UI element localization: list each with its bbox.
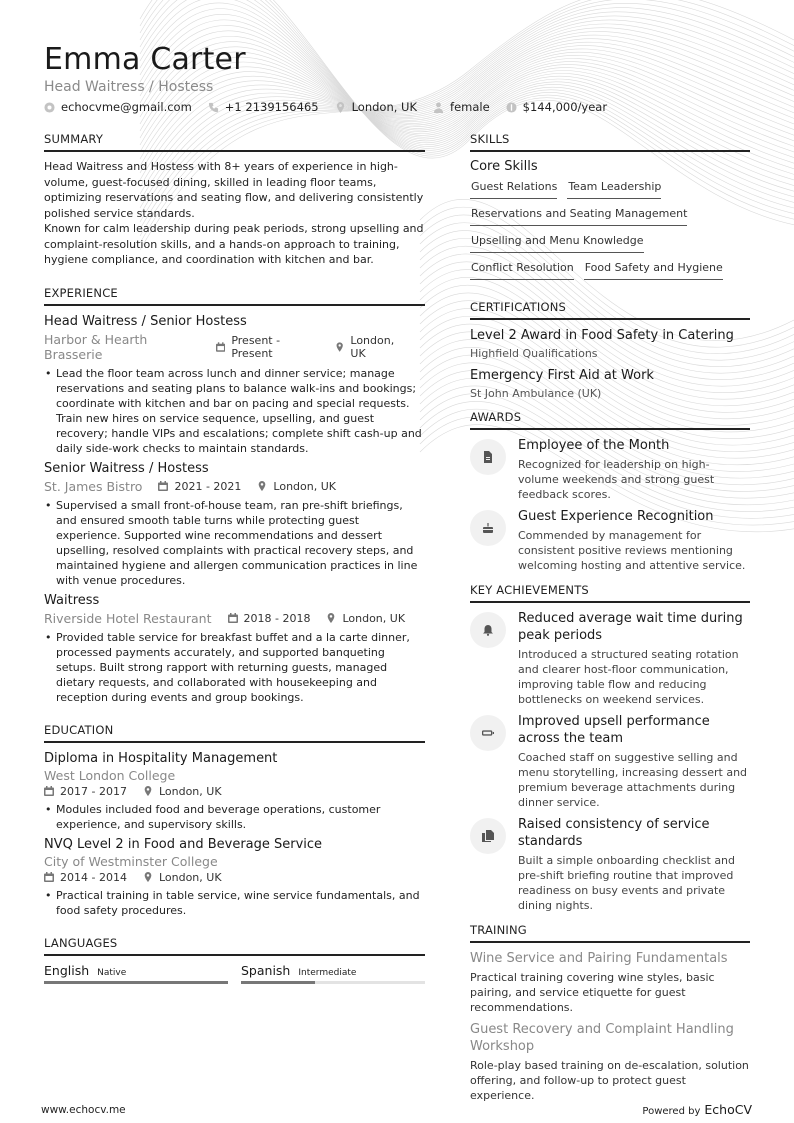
awards-section — [470, 410, 750, 573]
job-title: Waitress — [44, 592, 100, 608]
skill-tag: Reservations and Seating Management — [470, 205, 687, 226]
location-icon — [335, 342, 344, 352]
award-description: Commended by management for consistent positive reviews mentioning welcoming hosting and attentive service. — [518, 529, 746, 572]
job-title: Senior Waitress / Hostess — [44, 460, 209, 476]
education-entry — [44, 750, 425, 832]
language-bar-fill — [44, 981, 228, 984]
award-description: Recognized for leadership on high-volume weekends and strong guest feedback scores. — [518, 458, 715, 501]
location-icon — [257, 481, 267, 491]
salary-icon — [506, 102, 517, 113]
training-section — [470, 923, 750, 1103]
section-heading: TRAINING — [470, 923, 750, 943]
section-heading: KEY ACHIEVEMENTS — [470, 583, 750, 603]
brand-logo-text[interactable]: EchoCV — [704, 1102, 752, 1117]
location-icon — [335, 102, 346, 113]
award-title: Guest Experience Recognition — [518, 509, 714, 524]
summary-section — [44, 132, 425, 268]
language-bar — [241, 981, 425, 984]
languages-section — [44, 936, 425, 984]
certifications-section — [470, 300, 750, 400]
education-entry — [44, 836, 425, 918]
job-bullet: • Supervised a small front-of-house team, ran pre-shift briefings, and ensured smooth table turns while protecting guest experience. Supported wine recommendations and dessert upselling, resolved complaints with practical recovery steps, and maintained hygiene and allergen communication practices in line with venue procedures. — [56, 498, 425, 588]
skill-tag: Team Leadership — [567, 178, 661, 199]
degree-title: Diploma in Hospitality Management — [44, 750, 278, 766]
award-item — [470, 508, 750, 573]
section-heading: LANGUAGES — [44, 936, 425, 956]
job-location: London, UK — [273, 479, 337, 493]
skill-tag: Food Safety and Hygiene — [584, 259, 723, 280]
achievement-item — [470, 610, 750, 707]
language-level: Native — [97, 967, 127, 978]
job-company: Riverside Hotel Restaurant — [44, 610, 212, 626]
skills-section — [470, 132, 750, 286]
location-icon — [326, 613, 336, 623]
job-company: St. James Bistro — [44, 478, 143, 494]
award-item — [470, 437, 750, 502]
certification-issuer: Highfield Qualifications — [470, 347, 598, 360]
achievement-title: Raised consistency of service standards — [518, 817, 710, 849]
skill-tag: Upselling and Menu Knowledge — [470, 232, 644, 253]
copy-icon — [482, 830, 494, 842]
battery-icon — [482, 727, 494, 739]
job-dates: 2021 - 2021 — [174, 479, 242, 493]
education-dates: 2014 - 2014 — [60, 870, 127, 884]
section-heading: SKILLS — [470, 132, 750, 152]
section-heading: SUMMARY — [44, 132, 425, 152]
job-entry — [44, 592, 425, 705]
education-location: London, UK — [158, 870, 222, 884]
skills-group-title: Core Skills — [470, 159, 538, 174]
certification-title: Level 2 Award in Food Safety in Catering — [470, 328, 734, 343]
job-location: London, UK — [342, 611, 406, 625]
right-column — [470, 132, 750, 1109]
cake-icon — [482, 522, 494, 534]
summary-paragraph: Head Waitress and Hostess with 8+ years of experience in high-volume, guest-focused dining, skilled in leading floor teams, optimizing reservations and seating flow, and delivering consistently polished service standards. — [44, 160, 424, 220]
section-heading: CERTIFICATIONS — [470, 300, 750, 320]
contact-location: London, UK — [335, 100, 417, 114]
job-entry — [44, 313, 425, 456]
contact-gender: female — [433, 100, 490, 114]
degree-title: NVQ Level 2 in Food and Beverage Service — [44, 836, 323, 852]
achievement-description: Built a simple onboarding checklist and pre-shift briefing routine that improved readiness on busy events and private dining nights. — [518, 854, 736, 912]
job-bullet: • Lead the floor team across lunch and dinner service; manage reservations and seating plans to balance walk-ins and bookings; coordinate with kitchen and bar on pacing and special requests. Train new hires on service sequence, upselling, and guest recovery; handle VIPs and escalations; complete shift cash-up and daily side-work checks to maintain standards. — [56, 366, 425, 456]
bell-icon — [482, 624, 494, 636]
location-icon — [143, 786, 153, 796]
job-title: Head Waitress / Senior Hostess — [44, 313, 247, 329]
education-location: London, UK — [158, 784, 222, 798]
contact-bar — [44, 100, 623, 114]
education-dates: 2017 - 2017 — [60, 784, 127, 798]
language-name: Spanish — [241, 962, 291, 978]
job-entry — [44, 460, 425, 588]
section-heading: AWARDS — [470, 410, 750, 430]
education-section — [44, 723, 425, 918]
school-name: West London College — [44, 767, 176, 783]
job-bullet: • Provided table service for breakfast buffet and a la carte dinner, processed payments accurately, and supported banqueting setups. Built strong rapport with returning guests, managed dietary requests, and collaborated with housekeeping and reception during events and group bookings. — [56, 630, 425, 705]
certification-title: Emergency First Aid at Work — [470, 368, 654, 383]
person-icon — [433, 102, 444, 113]
language-level: Intermediate — [298, 967, 357, 978]
contact-salary: $144,000/year — [506, 100, 607, 114]
contact-email[interactable]: echocvme@gmail.com — [44, 100, 192, 114]
education-bullet: • Modules included food and beverage operations, customer experience, and supervisory skills. — [56, 802, 425, 832]
contact-phone[interactable]: +1 2139156465 — [208, 100, 319, 114]
footer-website-link[interactable]: www.echocv.me — [41, 1104, 126, 1116]
calendar-icon — [44, 786, 54, 796]
section-heading: EXPERIENCE — [44, 286, 425, 306]
achievements-section — [470, 583, 750, 913]
training-title: Guest Recovery and Complaint Handling Workshop — [470, 1022, 734, 1054]
training-title: Wine Service and Pairing Fundamentals — [470, 951, 728, 966]
job-dates: 2018 - 2018 — [243, 611, 311, 625]
training-description: Role-play based training on de-escalation, solution offering, and follow-up to protect guest experience. — [470, 1059, 749, 1102]
skill-tag: Guest Relations — [470, 178, 557, 199]
education-bullet: • Practical training in table service, wine service fundamentals, and food safety procedures. — [56, 888, 425, 918]
achievement-item — [470, 816, 750, 913]
calendar-icon — [228, 613, 238, 623]
language-name: English — [44, 962, 90, 978]
job-dates: Present - Present — [231, 333, 281, 360]
job-location: London, UK — [350, 333, 395, 360]
achievement-description: Introduced a structured seating rotation and clearer host-floor communication, improving table flow and reducing bottlenecks on weekend services. — [518, 648, 739, 706]
achievement-description: Coached staff on suggestive selling and menu storytelling, increasing dessert and premium beverage attachments during dinner service. — [518, 751, 748, 809]
at-icon — [44, 102, 55, 113]
training-description: Practical training covering wine styles, basic pairing, and service etiquette for guest recommendations. — [470, 971, 715, 1014]
skill-tag: Conflict Resolution — [470, 259, 574, 280]
document-icon — [482, 451, 494, 463]
job-company: Harbor & Hearth Brasserie — [44, 331, 148, 362]
summary-paragraph: Known for calm leadership during peak periods, strong upselling and complaint-resolution skills, and a hands-on approach to training, hygiene compliance, and coordination with kitchen and bar. — [44, 222, 424, 266]
language-bar — [44, 981, 228, 984]
calendar-icon — [44, 872, 54, 882]
achievement-title: Reduced average wait time during peak periods — [518, 611, 743, 643]
candidate-name: Emma Carter — [44, 42, 246, 77]
left-column — [44, 132, 425, 984]
section-heading: EDUCATION — [44, 723, 425, 743]
language-item — [241, 963, 425, 984]
school-name: City of Westminster College — [44, 853, 218, 869]
candidate-title: Head Waitress / Hostess — [44, 79, 214, 95]
award-title: Employee of the Month — [518, 438, 670, 453]
phone-icon — [208, 102, 219, 113]
skill-tags — [470, 178, 750, 286]
certification-issuer: St John Ambulance (UK) — [470, 387, 602, 400]
footer-powered-by — [642, 1102, 752, 1117]
location-icon — [143, 872, 153, 882]
language-item — [44, 963, 228, 984]
experience-section — [44, 286, 425, 705]
calendar-icon — [216, 342, 225, 352]
powered-by-label: Powered by — [642, 1106, 701, 1117]
achievement-item — [470, 713, 750, 810]
language-bar-fill — [241, 981, 315, 984]
calendar-icon — [158, 481, 168, 491]
achievement-title: Improved upsell performance across the team — [518, 714, 710, 746]
